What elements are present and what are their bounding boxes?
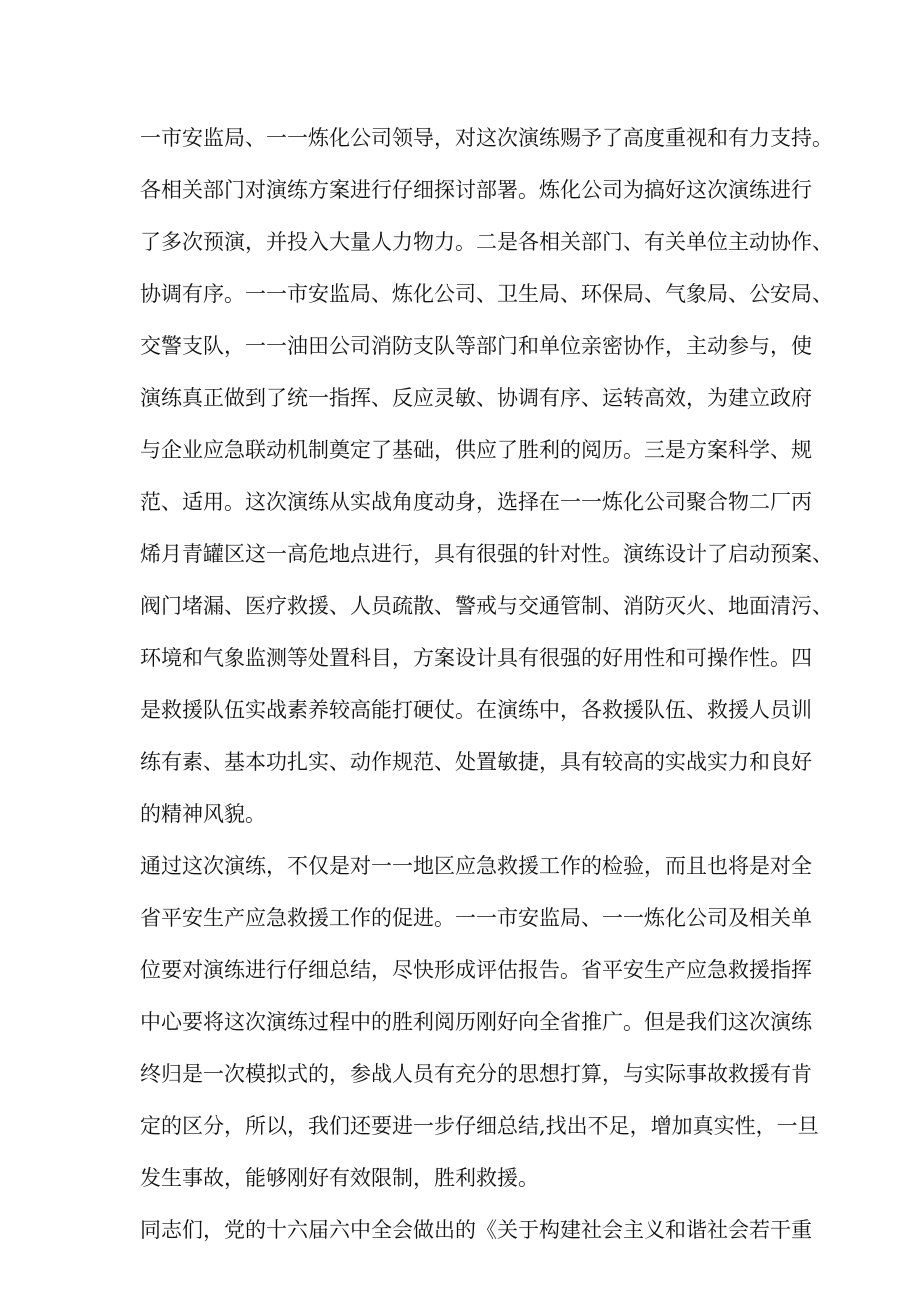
text-line: 演练真正做到了统一指挥、反应灵敏、协调有序、运转高效，为建立政府: [140, 386, 812, 410]
text-line: 的精神风貌。: [140, 802, 266, 826]
text-line: 终归是一次模拟式的，参战人员有充分的思想打算，与实际事故救援有肯: [140, 1062, 812, 1086]
text-line: 烯月青罐区这一高危地点进行，具有很强的针对性。演练设计了启动预案、: [140, 542, 833, 566]
text-line: 了多次预演，并投入大量人力物力。二是各相关部门、有关单位主动协作、: [140, 230, 833, 254]
text-line: 发生事故，能够刚好有效限制，胜利救援。: [140, 1166, 539, 1190]
text-line: 位要对演练进行仔细总结，尽快形成评估报告。省平安生产应急救援指挥: [140, 958, 812, 982]
text-line: 与企业应急联动机制奠定了基础，供应了胜利的阅历。三是方案科学、规: [140, 438, 812, 462]
text-line: 同志们，党的十六届六中全会做出的《关于构建社会主义和谐社会若干重: [140, 1218, 812, 1242]
body-text: [140, 112, 840, 1256]
text-line: 一市安监局、一一炼化公司领导，对这次演练赐予了高度重视和有力支持。: [140, 126, 833, 150]
text-line: 定的区分，所以，我们还要进一步仔细总结,找出不足，增加真实性，一旦: [140, 1114, 819, 1138]
text-line: 中心要将这次演练过程中的胜利阅历刚好向全省推广。但是我们这次演练: [140, 1010, 812, 1034]
text-line: 省平安生产应急救援工作的促进。一一市安监局、一一炼化公司及相关单: [140, 906, 812, 930]
text-line: 各相关部门对演练方案进行仔细探讨部署。炼化公司为搞好这次演练进行: [140, 178, 812, 202]
text-line: 阀门堵漏、医疗救援、人员疏散、警戒与交通管制、消防灭火、地面清污、: [140, 594, 833, 618]
text-line: 范、适用。这次演练从实战角度动身，选择在一一炼化公司聚合物二厂丙: [140, 490, 812, 514]
text-line: 通过这次演练，不仅是对一一地区应急救援工作的检验，而且也将是对全: [140, 854, 812, 878]
text-line: 是救援队伍实战素养较高能打硬仗。在演练中，各救援队伍、救援人员训: [140, 698, 812, 722]
text-line: 练有素、基本功扎实、动作规范、处置敏捷，具有较高的实战实力和良好: [140, 750, 812, 774]
text-line: 协调有序。一一市安监局、炼化公司、卫生局、环保局、气象局、公安局、: [140, 282, 833, 306]
text-line: 交警支队，一一油田公司消防支队等部门和单位亲密协作，主动参与，使: [140, 334, 812, 358]
text-line: 环境和气象监测等处置科目，方案设计具有很强的好用性和可操作性。四: [140, 646, 812, 670]
